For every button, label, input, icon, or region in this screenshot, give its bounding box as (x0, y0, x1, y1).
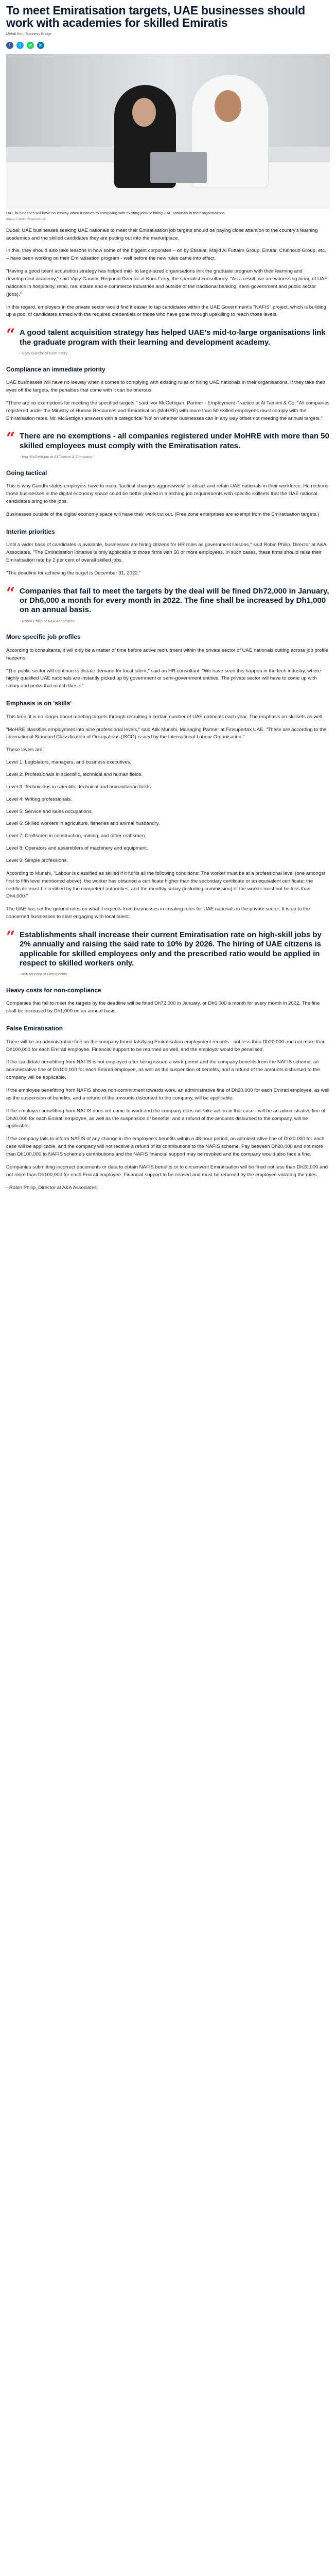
section-heading: Going tactical (6, 469, 47, 477)
paragraph: The UAE has set the ground rules on what it expects from businesses in creating roles for UAE nationals in the private sector. It is up to the concerned businesses to start engaging with local talent. (6, 906, 310, 920)
paragraph: According to consultants, it will only be a matter of time before active recruitment within the private sector of UAE nationals cutting across job profile happens. (6, 647, 328, 661)
section-heading: Emphasis is on 'skills' (6, 700, 72, 707)
paragraph: There will be an administrative fine on the company found falsifying Emiratisation employment records - not less than Dh20,000 and not more than Dh100,000 for each Emirati employee. Financial support to be returned as well, and the employer would be penalised. (6, 1039, 326, 1053)
quote-text: Establishments shall increase their current Emiratisation rate on high-skill jobs by 2% annually and raising the said rate to 10% by 2026. The hiring of UAE citizens is applicable for skilled employees only and the prescribed ratio would be applied in respect to skilled workers only. (20, 930, 322, 968)
pull-quote (6, 429, 330, 460)
quote-mark-icon: “ (6, 928, 15, 946)
paragraph: Businesses outside of the digital economy space will have their work cut out. (Free zone enterprises are exempt from the Emiratisation targets.) (6, 511, 320, 517)
byline (6, 32, 330, 38)
paragraph: "The public sector will continue to dictate demand for local talent," said an HR consultant. "We have seen this happen in the tech industry, where highly qualified UAE nationals are instantly picked up by government or semi-government entities. The private sector will have to come up with salary and perks that match these." (6, 668, 321, 689)
whatsapp-share-icon[interactable]: w (27, 42, 34, 49)
paragraph: "MoHRE classifies employment into nine professional levels," said Atik Munshi, Managing Partner at Finsupertax UAE. "These are according to the International Standard Classification of Occupations (ISCO) issued by the International Labour Organisation." (6, 726, 327, 740)
linkedin-share-icon[interactable]: in (37, 42, 44, 49)
section-heading: Compliance an immediate priority (6, 365, 105, 373)
article-page (0, 0, 336, 1212)
twitter-share-icon[interactable]: t (16, 42, 24, 49)
list-item: Level 9: Simple professions. (6, 857, 68, 863)
paragraph: According to Munshi, "Labour is classified as skilled if it fulfils all the following conditions: The worker must be at a professional level (one amongst first to fifth level mentioned above); the worker has obtained a certificate higher than the secondary certificate or an equivalent certificate; the certificate must be certified by the competent authorities; and the monthly salary (including commission) of the worker must not be less than Dh4,000." (6, 870, 325, 900)
paragraph: Dubai: UAE businesses seeking UAE nationals to meet their Emiratisation job targets should be paying close attention to the country's learning academies and the skilled candidates they are putting out into the marketplace. (6, 227, 318, 241)
quote-source: - Robin Philip of A&A Associates (20, 618, 75, 623)
list-item: Level 8: Operators and assemblers of machinery and equipment. (6, 845, 148, 852)
byline-author[interactable]: Mehdi Kori, Business Bridge (6, 32, 51, 37)
paragraph: If the employee benefitting from NAFIS shows non-commitment towards work, an administrative fine of Dh20,000 for each Emirati employee, as well as the suspension of benefits, and a refund of the amounts disbursed to the company, will be applicable. (6, 1088, 330, 1101)
section-heading: False Emiratisation (6, 1025, 63, 1032)
list-item: Level 1: Legislators, managers, and business executives. (6, 759, 132, 766)
pull-quote (6, 930, 330, 977)
quote-mark-icon: “ (6, 584, 15, 602)
quote-text: Companies that fail to meet the targets by the deal will be fined Dh72,000 in January, or Dh6,000 a month for every month in 2022. The fine shall be increased by Dh1,000 on an annual basis. (20, 586, 329, 615)
quote-source: - Atik Munshi of Finsupertax (20, 972, 67, 977)
quote-text: A good talent acquisition strategy has helped UAE's mid-to-large organisations link the graduate program with their learning and development academy. (20, 328, 326, 347)
levels-list (6, 759, 330, 865)
section-heading: Interim priorities (6, 528, 55, 535)
hero-credit: Image Credit: Shutterstock (6, 217, 46, 221)
quote-source: - Vijay Gandhi of Korn Ferry (20, 350, 67, 355)
section-heading: More specific job profiles (6, 633, 81, 641)
paragraph: "The deadline for achieving the target is December 31, 2022." (6, 570, 141, 576)
paragraph: UAE businesses will have no leeway when it comes to complying with existing rules or hiring UAE nationals in their organisations. If they take their eyes off the targets, the penalties that come with it can be onerous. (6, 380, 326, 393)
paragraph: "There are no exemptions for meeting the specified targets," said Ivor McGettigan, Partner - Employment Practice at Al Tamimi & Co. "All companies registered under the Ministry of Human Resources and Emiratisation (MoHRE) with more than 50 skilled employees must comply with the Emiratisation rates. Mr. McGettigan answers with a categorical 'No' on whether businesses can in any way offset not meeting the annual targets." (6, 400, 330, 421)
article-headline: To meet Emiratisation targets, UAE businesses should work with academies for skilled Emiratis (6, 4, 305, 30)
paragraph: If the candidate benefitting from NAFIS is not employed after being issued a work permit and the company benefits from the NAFIS scheme, an administrative fine of Dh100,000 for each Emirati employee, as well as the suspension of benefits, and a refund of the amounts disbursed to the company will be applicable. (6, 1059, 320, 1081)
list-item: Level 4: Writing professionals. (6, 796, 72, 802)
paragraph: Until a wider base of candidates is available, businesses are hiring citizens for HR roles as government liaisons," said Robin Philip, Director at A&A Associates. "The Emiratisation initiative is only applicable to those firms with 50 or more employees. In such cases, these firms should raise their Emiratisation rate by 2 per cent of overall skilled jobs. (6, 542, 326, 563)
list-item: Level 2: Professionals in scientific, technical and human fields. (6, 771, 143, 777)
list-item: Level 6: Skilled workers in agriculture, fisheries and animal husbandry. (6, 821, 160, 827)
paragraph: If the employee benefitting from NAFIS does not come to work and the company does not take action in that case - will be an administrative fine of Dh20,000 for each Emirati employee, as well as the suspension of benefits, and a refund of the amounts disbursed to the company, will be applicable. (6, 1108, 326, 1129)
quote-source: - Ivor McGettigan at Al Tamimi & Company (20, 454, 93, 459)
paragraph: This is why Gandhi states employers have to make 'tactical changes aggressively' to attract and retain UAE nationals in their workforce. He reckons those businesses in the digital economy space could be better placed in matching job requirements with specific skillsets that the UAE national candidates bring to the jobs. (6, 483, 328, 504)
paragraph: These levels are: (6, 747, 44, 753)
quote-mark-icon: “ (6, 429, 15, 448)
paragraph: This time, it is no longer about meeting targets through recruiting a certain number of UAE nationals each year. The emphasis on skillsets as well. (6, 714, 324, 720)
pull-quote (6, 328, 330, 356)
hero-caption: UAE businesses will have no leeway when it comes to complying with existing jobs or hiring UAE nationals in their organisations. (6, 211, 226, 216)
list-item: Level 7: Craftsmen in construction, mining, and other craftsmen. (6, 833, 146, 839)
paragraph: "Having a good talent acquisition strategy has helped mid- to large-sized organisations link the graduate program with their learning and development academy," said Vijay Gandhi, Regional Director at Korn Ferry, the specialist consultancy. "As a result, we are witnessing hiring of UAE nationals in hospitality, retail, real estate and e-commerce industries and outside of the traditional banking, semi-government and public sector (jobs)." (6, 268, 328, 297)
paragraph: - Robin Philip, Director at A&A Associates (6, 1184, 97, 1191)
share-bar (6, 42, 330, 49)
list-item: Level 5: Service and sales occupations. (6, 808, 93, 815)
paragraph: In this regard, employers in the private sector would find it easier to tap candidates within the UAE Government's "NAFIS" project, which is building up a pool of candidates armed with the required credentials or those who have gone through upskilling to reach those levels. (6, 304, 326, 318)
section-heading: Heavy costs for non-compliance (6, 986, 101, 994)
hero-image (6, 54, 330, 209)
quote-text: There are no exemptions - all companies registered under MoHRE with more than 50 skilled employees must comply with the Emiratisation rates. (20, 432, 329, 450)
list-item: Level 3: Technicians in scientific, technical and humanitarian fields. (6, 784, 152, 790)
pull-quote (6, 584, 330, 624)
facebook-share-icon[interactable]: f (6, 42, 13, 49)
paragraph: Companies submitting incorrect documents or data to obtain NAFIS benefits or to circumvent Emiratisation will be fined not less than Dh20,000 and not more than Dh100,000 for each Emirati employee. Financial support to be ceased and must be returned by the employee violating the rules. (6, 1164, 328, 1178)
paragraph: In this, they should also take lessons in how some of the biggest corporates – oh by Etisalat, Majid Al Futtaim Group, Emaar, Chalhoub Group, etc. – have been working on their Emiratisation program - well before the new rules came into effect. (6, 248, 326, 262)
quote-mark-icon: “ (6, 326, 15, 344)
paragraph: If the company fails to inform NAFIS of any change in the employee's benefits within a 48-hour period, an administrative fine of Dh20,000 for each case will be applicable, and the company will not receive a refund of its contributions to the NAFIS scheme. Pay between Dh20,000 and not more than Dh100,000 to NAFIS scheme's contributions and the NAFIS financial support may be revoked and the company would also face a fine. (6, 1136, 325, 1158)
paragraph: Companies that fail to meet the targets by the deadline will be fined Dh72,000 in January, or Dh6,000 a month for every month in 2022. The fine shall be increased by Dh1,000 on an annual basis. (6, 1001, 320, 1014)
